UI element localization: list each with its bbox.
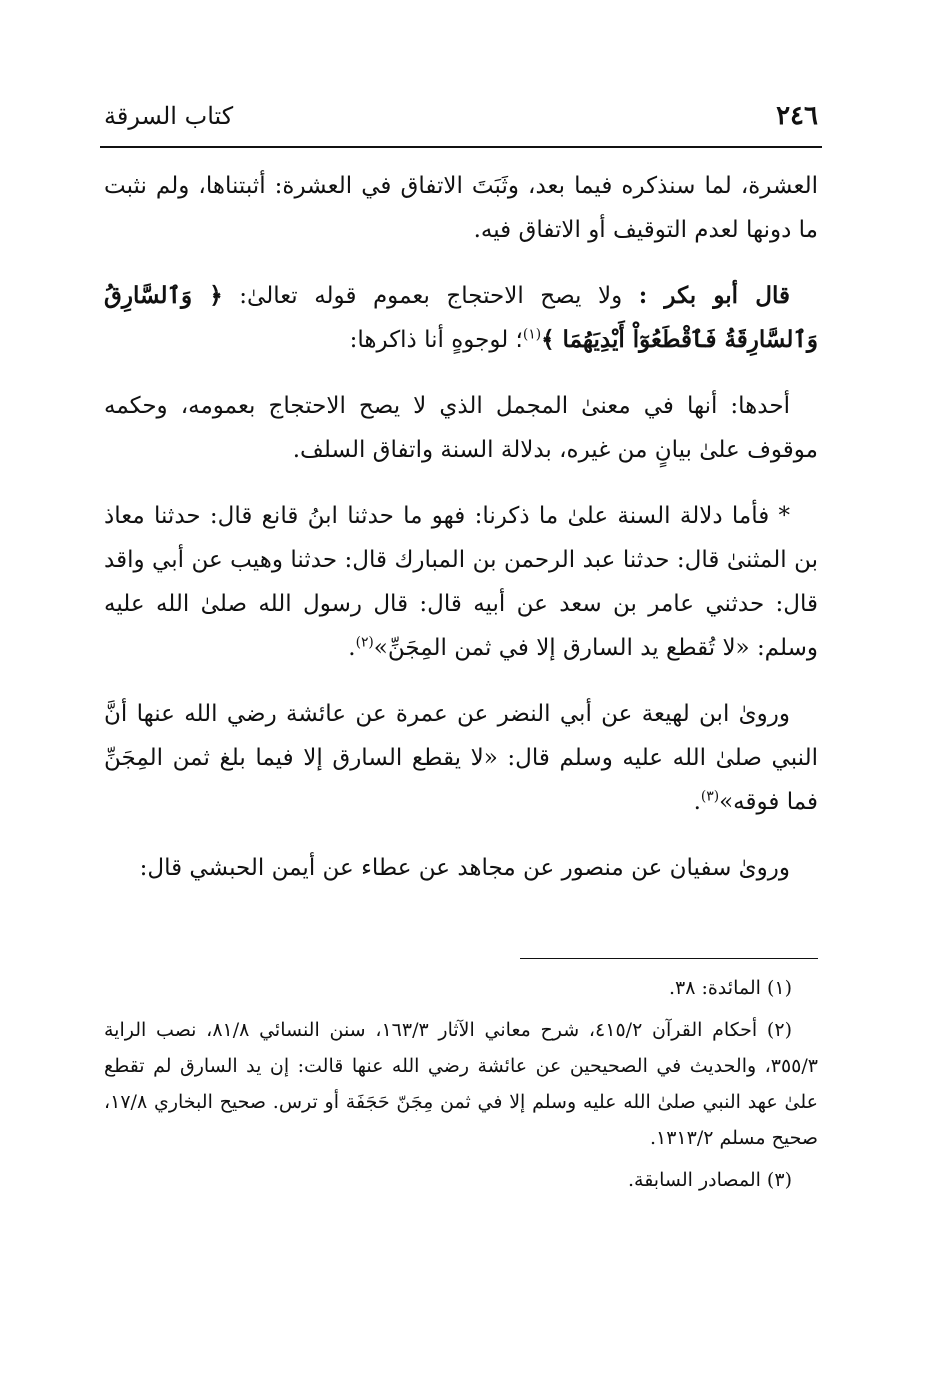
paragraph-2 bbox=[104, 274, 818, 362]
paragraph-5-end: . bbox=[693, 789, 701, 815]
footnote-mark-2: (٢) bbox=[355, 634, 374, 651]
paragraph-6: ورویٰ سفيان عن منصور عن مجاهد عن عطاء عن أيمن الحبشي قال: bbox=[139, 855, 790, 881]
speaker-name: قال أبو بكر : bbox=[638, 282, 790, 309]
footnote-3: (٣) المصادر السابقة. bbox=[627, 1169, 792, 1191]
paragraph-3: أحدها: أنها في معنىٰ المجمل الذي لا يصح الاحتجاج بعمومه، وحكمه موقوف علىٰ بيانٍ من غيره، بدلالة السنة واتفاق السلف. bbox=[104, 393, 818, 463]
quran-verse: ﴿ وَٱلسَّارِقُ وَٱلسَّارِقَةُ فَٱقْطَعُوٓاْ أَيْدِيَهُمَا ﴾ bbox=[104, 282, 818, 353]
footnote-mark-1: (١) bbox=[522, 326, 542, 343]
footnote-rule bbox=[520, 958, 818, 959]
paragraph-5 bbox=[104, 692, 818, 824]
footnote-mark-3: (٣) bbox=[700, 788, 720, 805]
paragraph-2-text-b: ؛ لوجوهٍ أنا ذاكرها: bbox=[349, 327, 523, 353]
paragraph-2-text-a: ولا يصح الاحتجاج بعموم قوله تعالىٰ: bbox=[222, 283, 639, 309]
paragraph-4-text: * فأما دلالة السنة علىٰ ما ذكرنا: فهو ما حدثنا ابنُ قانع قال: حدثنا معاذ بن المثنىٰ قال: حدثنا عبد الرحمن بن المبارك قال: حدثنا وهيب عن أبي واقد قال: حدثني عامر بن سعد عن أبيه قال: قال رسول الله صلىٰ الله عليه وسلم: «لا تُقطع يد السارق إلا في ثمن المِجَنِّ» bbox=[104, 503, 818, 661]
paragraph-4 bbox=[104, 494, 818, 670]
paragraph-1: العشرة، لما سنذكره فيما بعد، وثَبَتَ الاتفاق في العشرة: أثبتناها، ولم نثبت ما دونها لعدم التوقيف أو الاتفاق فيه. bbox=[104, 173, 818, 243]
page-number: ٢٤٦ bbox=[776, 101, 818, 131]
footnote-2: (٢) أحكام القرآن ٤١٥/٢، شرح معاني الآثار ١٦٣/٣، سنن النسائي ٨١/٨، نصب الراية ٣٥٥/٣، والحديث في الصحيحين عن عائشة رضي الله عنها قالت: إن يد السارق لم تقطع علىٰ عهد النبي صلىٰ الله عليه وسلم إلا في ثمن مِجَنّ حَجَفَة أو ترس. صحيح البخاري ١٧/٨، صحيح مسلم ١٣١٣/٢. bbox=[104, 1019, 818, 1149]
footnote-1: (١) المائدة: ٣٨. bbox=[668, 977, 792, 999]
running-title: كتاب السرقة bbox=[104, 102, 234, 130]
header-rule bbox=[100, 146, 822, 148]
paragraph-4-end: . bbox=[348, 635, 356, 661]
main-text bbox=[104, 164, 818, 912]
paragraph-5-text: ورویٰ ابن لهيعة عن أبي النضر عن عمرة عن عائشة رضي الله عنها أنَّ النبي صلىٰ الله عليه وسلم قال: «لا يقطع السارق إلا فيما بلغ ثمن المِجَنِّ فما فوقه» bbox=[104, 701, 818, 815]
footnotes bbox=[104, 970, 818, 1204]
page-header bbox=[100, 96, 822, 140]
